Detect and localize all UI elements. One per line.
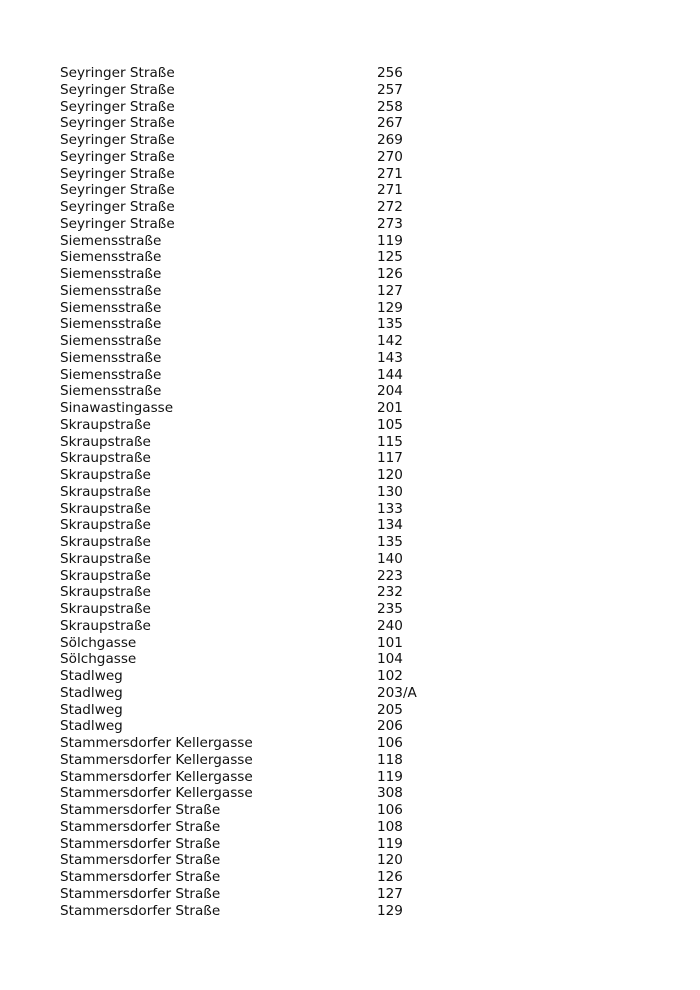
street-name: Stammersdorfer Straße <box>60 869 221 885</box>
street-name: Seyringer Straße <box>60 65 175 81</box>
street-name: Seyringer Straße <box>60 132 175 148</box>
street-name: Stammersdorfer Straße <box>60 818 221 835</box>
list-item <box>60 618 480 635</box>
street-name: Stammersdorfer Straße <box>60 802 221 818</box>
list-item <box>60 216 480 233</box>
house-number: 125 <box>377 249 403 266</box>
list-item <box>60 668 480 685</box>
street-name: Siemensstraße <box>60 366 162 383</box>
list-item <box>60 852 480 869</box>
house-number: 118 <box>377 751 403 768</box>
street-name: Seyringer Straße <box>60 115 175 132</box>
list-item <box>60 82 480 99</box>
house-number: 119 <box>377 768 403 785</box>
list-item <box>60 400 480 417</box>
house-number: 206 <box>377 718 403 735</box>
house-number: 269 <box>377 132 403 148</box>
list-item <box>60 367 480 384</box>
list-item <box>60 300 480 317</box>
house-number: 240 <box>377 617 403 634</box>
house-number: 235 <box>377 601 403 617</box>
street-name: Skraupstraße <box>60 467 151 483</box>
list-item <box>60 149 480 166</box>
street-name: Seyringer Straße <box>60 199 175 215</box>
list-item <box>60 802 480 819</box>
house-number: 135 <box>377 534 403 550</box>
list-item <box>60 651 480 668</box>
house-number: 104 <box>377 651 403 668</box>
street-name: Seyringer Straße <box>60 98 175 115</box>
street-name: Skraupstraße <box>60 617 151 634</box>
street-name: Siemensstraße <box>60 232 162 249</box>
street-name: Siemensstraße <box>60 282 162 299</box>
list-item <box>60 551 480 568</box>
street-name: Sinawastingasse <box>60 400 174 416</box>
street-name: Stammersdorfer Straße <box>60 902 221 919</box>
list-item <box>60 517 480 534</box>
street-name: Seyringer Straße <box>60 215 175 232</box>
list-item <box>60 115 480 132</box>
street-name: Stammersdorfer Kellergasse <box>60 785 253 802</box>
street-name: Skraupstraße <box>60 534 151 550</box>
street-name: Seyringer Straße <box>60 81 175 98</box>
house-number: 270 <box>377 148 403 165</box>
house-number: 129 <box>377 902 403 919</box>
house-number: 203/A <box>377 684 417 701</box>
house-number: 204 <box>377 383 403 400</box>
list-item <box>60 903 480 920</box>
house-number: 115 <box>377 433 403 450</box>
street-name: Siemensstraße <box>60 333 162 349</box>
list-item <box>60 199 480 216</box>
list-item <box>60 819 480 836</box>
house-number: 133 <box>377 500 403 517</box>
list-item <box>60 333 480 350</box>
street-name: Seyringer Straße <box>60 148 175 165</box>
house-number: 144 <box>377 366 403 383</box>
list-item <box>60 752 480 769</box>
house-number: 308 <box>377 785 403 802</box>
house-number: 223 <box>377 567 403 584</box>
list-item <box>60 685 480 702</box>
house-number: 130 <box>377 483 403 500</box>
house-number: 126 <box>377 266 403 282</box>
list-item <box>60 702 480 719</box>
list-item <box>60 484 480 501</box>
house-number: 140 <box>377 550 403 567</box>
street-name: Skraupstraße <box>60 500 151 517</box>
list-item <box>60 568 480 585</box>
street-name: Stammersdorfer Straße <box>60 885 221 902</box>
street-name: Skraupstraße <box>60 416 151 433</box>
list-item <box>60 434 480 451</box>
street-name: Sölchgasse <box>60 634 137 651</box>
house-number: 108 <box>377 818 403 835</box>
list-item <box>60 635 480 652</box>
street-name: Skraupstraße <box>60 450 151 467</box>
list-item <box>60 718 480 735</box>
list-item <box>60 467 480 484</box>
list-item <box>60 584 480 601</box>
house-number: 273 <box>377 215 403 232</box>
list-item <box>60 316 480 333</box>
house-number: 267 <box>377 115 403 132</box>
house-number: 232 <box>377 584 403 601</box>
list-item <box>60 233 480 250</box>
house-number: 258 <box>377 98 403 115</box>
street-name: Seyringer Straße <box>60 182 175 199</box>
house-number: 135 <box>377 316 403 333</box>
street-name: Stadlweg <box>60 718 123 735</box>
address-list <box>60 65 480 919</box>
house-number: 257 <box>377 81 403 98</box>
street-name: Skraupstraße <box>60 567 151 584</box>
list-item <box>60 601 480 618</box>
street-name: Stammersdorfer Straße <box>60 835 221 852</box>
list-item <box>60 283 480 300</box>
house-number: 134 <box>377 517 403 534</box>
street-name: Siemensstraße <box>60 266 162 282</box>
list-item <box>60 249 480 266</box>
house-number: 126 <box>377 869 403 885</box>
street-name: Skraupstraße <box>60 601 151 617</box>
street-name: Stammersdorfer Kellergasse <box>60 735 253 751</box>
street-name: Siemensstraße <box>60 316 162 333</box>
house-number: 120 <box>377 467 403 483</box>
house-number: 127 <box>377 282 403 299</box>
list-item <box>60 836 480 853</box>
street-name: Siemensstraße <box>60 249 162 266</box>
house-number: 205 <box>377 701 403 718</box>
list-item <box>60 450 480 467</box>
house-number: 271 <box>377 165 403 182</box>
house-number: 142 <box>377 333 403 349</box>
house-number: 120 <box>377 852 403 869</box>
house-number: 117 <box>377 450 403 467</box>
list-item <box>60 785 480 802</box>
street-name: Skraupstraße <box>60 433 151 450</box>
list-item <box>60 132 480 149</box>
list-item <box>60 417 480 434</box>
house-number: 256 <box>377 65 403 81</box>
list-item <box>60 735 480 752</box>
house-number: 101 <box>377 634 403 651</box>
list-item <box>60 383 480 400</box>
list-item <box>60 769 480 786</box>
street-name: Skraupstraße <box>60 550 151 567</box>
list-item <box>60 534 480 551</box>
list-item <box>60 182 480 199</box>
house-number: 106 <box>377 735 403 751</box>
street-name: Skraupstraße <box>60 517 151 534</box>
house-number: 127 <box>377 885 403 902</box>
street-name: Siemensstraße <box>60 299 162 316</box>
house-number: 143 <box>377 349 403 366</box>
list-item <box>60 99 480 116</box>
street-name: Seyringer Straße <box>60 165 175 182</box>
street-name: Stadlweg <box>60 701 123 718</box>
street-name: Stadlweg <box>60 668 123 684</box>
house-number: 271 <box>377 182 403 199</box>
street-name: Siemensstraße <box>60 383 162 400</box>
list-item <box>60 501 480 518</box>
street-name: Stammersdorfer Kellergasse <box>60 751 253 768</box>
house-number: 119 <box>377 232 403 249</box>
list-item <box>60 65 480 82</box>
street-name: Siemensstraße <box>60 349 162 366</box>
house-number: 272 <box>377 199 403 215</box>
street-name: Skraupstraße <box>60 584 151 601</box>
house-number: 119 <box>377 835 403 852</box>
street-name: Sölchgasse <box>60 651 137 668</box>
street-name: Stammersdorfer Kellergasse <box>60 768 253 785</box>
list-item <box>60 886 480 903</box>
list-item <box>60 350 480 367</box>
house-number: 106 <box>377 802 403 818</box>
list-item <box>60 166 480 183</box>
house-number: 201 <box>377 400 403 416</box>
street-name: Skraupstraße <box>60 483 151 500</box>
house-number: 105 <box>377 416 403 433</box>
list-item <box>60 266 480 283</box>
house-number: 102 <box>377 668 403 684</box>
street-name: Stadlweg <box>60 684 123 701</box>
street-name: Stammersdorfer Straße <box>60 852 221 869</box>
house-number: 129 <box>377 299 403 316</box>
list-item <box>60 869 480 886</box>
